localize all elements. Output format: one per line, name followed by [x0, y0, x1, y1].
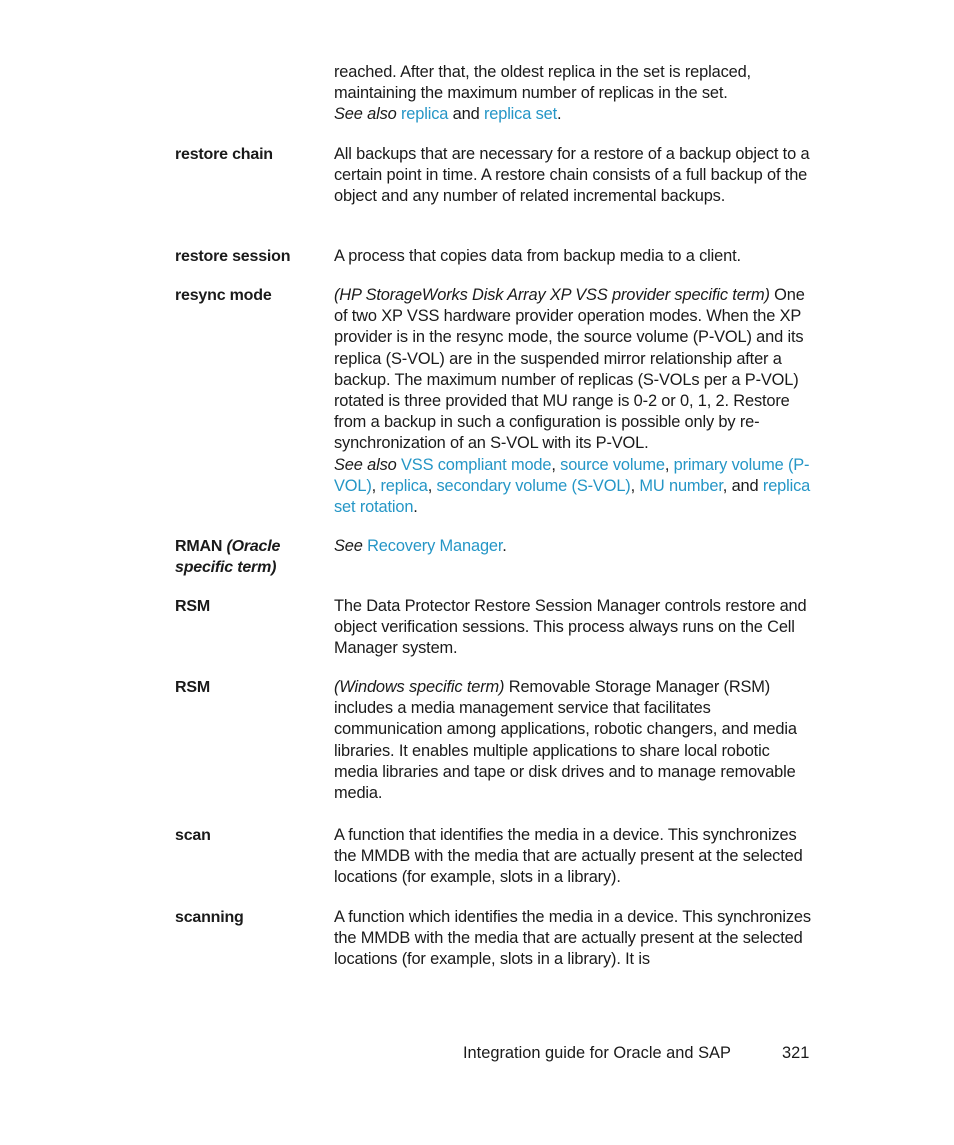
definition-text: . [413, 498, 418, 517]
cross-reference-link[interactable]: replica set rotation [334, 476, 811, 517]
definition [334, 285, 816, 518]
cross-reference-link[interactable]: replica [380, 476, 428, 495]
definition-text: , [371, 476, 381, 495]
cross-reference-link[interactable]: secondary volume (S-VOL) [436, 476, 631, 495]
definition-text: , [664, 455, 674, 474]
definition-text: One of two XP VSS hardware provider operation modes. When the XP provider is in the resync mode, the source volume (P-VOL) and its replica (S-VOL) are in the suspended mirror relationship after a backup. The maximum number of replicas (S-VOLs per a P-VOL) rotated is three provided that MU range is 0-2 or 0, 1, 2. Restore from a backup in such a configuration is possible only by re-synchronization of an S-VOL with its P-VOL. [334, 286, 805, 453]
term: scan [175, 827, 211, 844]
definition-text: , [551, 455, 561, 474]
term [175, 536, 325, 578]
cross-reference-link[interactable]: MU number [639, 476, 723, 495]
definition [334, 536, 816, 557]
definition-text: , and [722, 476, 763, 495]
term: resync mode [175, 287, 272, 304]
definition-text: All backups that are necessary for a restore of a backup object to a certain point in time. A restore chain consists of a full backup of the object and any number of related incremental backups. [334, 145, 810, 206]
cross-reference-link[interactable]: VSS compliant mode [401, 455, 552, 474]
italic-text: See also [334, 455, 397, 474]
term: restore session [175, 248, 291, 265]
definition-text: reached. After that, the oldest replica in the set is replaced, maintaining the maximum number of replicas in the set. [334, 63, 751, 103]
term: RSM [175, 679, 210, 696]
italic-text: (HP StorageWorks Disk Array XP VSS provider specific term) [334, 286, 770, 304]
cross-reference-link[interactable]: replica [401, 105, 449, 124]
italic-text: See also [334, 105, 397, 124]
definition-text: Removable Storage Manager (RSM) includes a media management service that facilitates communication among applications, robotic changers, and media libraries. It enables multiple applications to share local robotic media libraries and tape or disk drives and to manage removable media. [334, 678, 797, 803]
definition-text: A function which identifies the media in a device. This synchronizes the MMDB with the media that are actually present at the selected locations (for example, slots in a library). It is [334, 908, 811, 969]
definition-text: The Data Protector Restore Session Manager controls restore and object verification sessions. This process always runs on the Cell Manager system. [334, 597, 807, 658]
definition [334, 144, 816, 208]
cross-reference-link[interactable]: primary volume (P-VOL) [334, 455, 810, 495]
cross-reference-link[interactable]: Recovery Manager [367, 537, 503, 555]
definition [334, 907, 816, 971]
definition-text: . [502, 537, 507, 555]
italic-text: (Windows specific term) [334, 678, 505, 696]
definition [334, 246, 816, 267]
definition-text: , [630, 476, 640, 495]
cross-reference-link[interactable]: replica set [483, 105, 558, 124]
definition [334, 825, 816, 889]
definition-text: A function that identifies the media in a device. This synchronizes the MMDB with the media that are actually present at the selected locations (for example, slots in a library). [334, 826, 803, 887]
term-note: (Oracle specific term) [175, 538, 281, 576]
term: scanning [175, 909, 244, 926]
definition [334, 62, 816, 126]
definition [334, 596, 816, 660]
definition-text: . [557, 105, 562, 124]
cross-reference-link[interactable]: source volume [560, 455, 665, 474]
page-number: 321 [782, 1044, 810, 1062]
term: restore chain [175, 146, 273, 163]
definition-text: and [448, 105, 484, 124]
term-label: RMAN [175, 538, 223, 555]
term: RSM [175, 598, 210, 615]
italic-text: See [334, 537, 363, 555]
definition-text: A process that copies data from backup media to a client. [334, 247, 741, 265]
footer-title: Integration guide for Oracle and SAP [463, 1044, 731, 1062]
definition [334, 677, 816, 804]
definition-text: , [427, 476, 437, 495]
